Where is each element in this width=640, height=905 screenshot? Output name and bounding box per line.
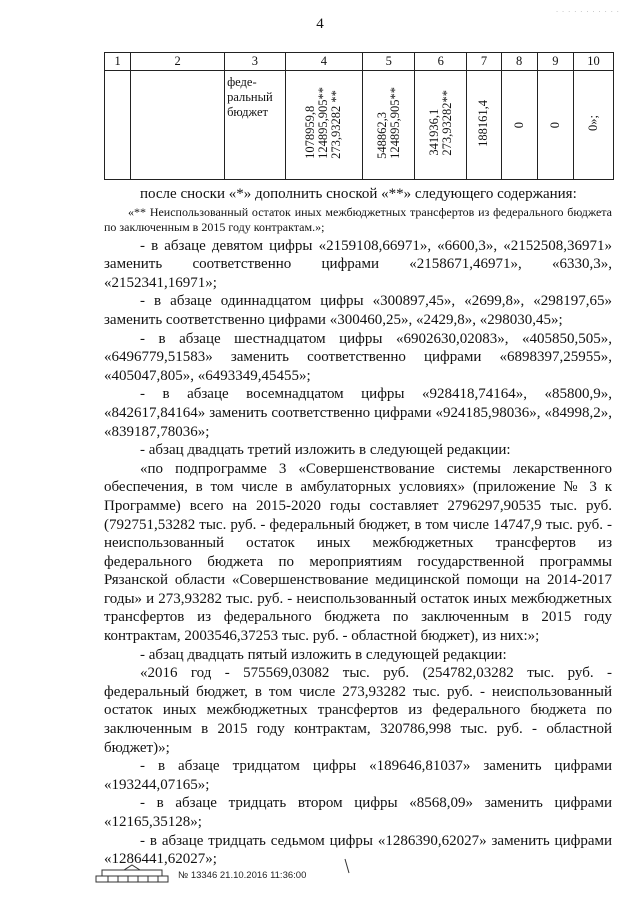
paragraph: - абзац двадцать третий изложить в следующей редакции: — [140, 442, 511, 459]
budget-table — [104, 52, 614, 180]
paragraph: - в абзаце шестнадцатом цифры «6902630,02083», «405850,505», «6496779,51583» заменить соответственно цифрами «6898397,25955», «405047,805», «6493349,45455»; — [104, 330, 612, 384]
paragraph: после сноски «*» дополнить сноской «**» следующего содержания: — [140, 186, 577, 202]
value-text: 0 — [511, 122, 526, 129]
value-cell — [415, 71, 467, 180]
document-body — [104, 185, 612, 869]
registration-footer — [94, 864, 434, 886]
value-cell — [501, 71, 537, 180]
col-header: 9 — [537, 53, 573, 71]
page-number: 4 — [316, 16, 324, 32]
paragraph: - в абзаце тридцать втором цифры «8568,09» заменить цифрами «12165,35128»; — [104, 795, 612, 830]
building-logo-icon — [94, 864, 170, 884]
table-header-row — [105, 53, 614, 71]
scan-mark: · · · · · · · · · · · — [555, 8, 620, 16]
col-header: 10 — [573, 53, 613, 71]
col-header: 8 — [501, 53, 537, 71]
value-text: 0»; — [585, 115, 600, 131]
col-header: 3 — [225, 53, 286, 71]
paragraph: - в абзаце одиннадцатом цифры «300897,45», «2699,8», «298197,65» заменить соответственно цифрами «300460,25», «2429,8», «298030,45»; — [104, 293, 612, 328]
value-cell — [573, 71, 613, 180]
paragraph: - в абзаце восемнадцатом цифры «928418,74164», «85800,9», «842617,84164» заменить соответственно цифрами «924185,98036», «84998,2», «839187,78036»; — [104, 386, 612, 440]
paragraph: - в абзаце тридцатом цифры «189646,81037» заменить цифрами «193244,07165»; — [104, 758, 612, 793]
registration-stamp: № 13346 21.10.2016 11:36:00 — [178, 870, 307, 881]
value-cell — [537, 71, 573, 180]
value-text: 188161,4 — [476, 99, 491, 147]
funding-source-cell: феде- ральный бюджет — [225, 71, 286, 180]
paragraph: «по подпрограмме 3 «Совершенствование системы лекарственного обеспечения, в том числе в амбулаторных условиях» (приложение № 3 к Программе) всего на 2015-2020 годы составляет 2796297,90535 тыс. руб. (792751,53282 тыс. руб. - федеральный бюджет, в том числе 14747,9 тыс. руб. - неиспользованный остаток иных межбюджетных трансфертов из федерального бюджета по мероприятиям государственной программы Рязанской области «Совершенствование медицинской помощи на 2014-2017 годы» и 273,93282 тыс. руб. - неиспользованный остаток иных межбюджетных трансфертов из федерального бюджета по заключенным в 2015 году контрактам, 2003546,37253 тыс. руб. - областной бюджет), из них:»; — [104, 460, 612, 645]
value-cell — [285, 71, 363, 180]
paragraph: «2016 год - 575569,03082 тыс. руб. (254782,03282 тыс. руб. - федеральный бюджет, в том числе 273,93282 тыс. руб. - неиспользованный остаток иных межбюджетных трансфертов из федерального бюджета по заключенным в 2015 году контрактам, 320786,998 тыс. руб. - областной бюджет)»; — [104, 665, 612, 756]
empty-cell — [105, 71, 131, 180]
empty-cell — [131, 71, 225, 180]
col-header: 5 — [363, 53, 415, 71]
paragraph: - в абзаце тридцать седьмом цифры «1286390,62027» заменить цифрами «1286441,62027»; — [104, 832, 612, 868]
value-text: 1078959,8 124895,905** 273,93282 ** — [303, 87, 344, 159]
table-row — [105, 71, 614, 180]
value-text: 341936,1 273,93282** — [426, 90, 454, 156]
col-header: 2 — [131, 53, 225, 71]
value-cell — [363, 71, 415, 180]
col-header: 4 — [285, 53, 363, 71]
value-cell — [467, 71, 501, 180]
footnote-text: «** Неиспользованный остаток иных межбюджетных трансфертов из федерального бюджета по заключенным в 2015 году контрактам.»; — [104, 204, 612, 234]
col-header: 6 — [415, 53, 467, 71]
col-header: 1 — [105, 53, 131, 71]
paragraph: - в абзаце девятом цифры «2159108,66971», «6600,3», «2152508,36971» заменить соответственно цифрами «2158671,46971», «6330,3», «2152341,16971»; — [104, 237, 612, 291]
value-text: 548862,3 124895,905** — [374, 87, 402, 159]
col-header: 7 — [467, 53, 501, 71]
value-text: 0 — [547, 122, 562, 129]
paragraph: - абзац двадцать пятый изложить в следующей редакции: — [140, 646, 507, 663]
